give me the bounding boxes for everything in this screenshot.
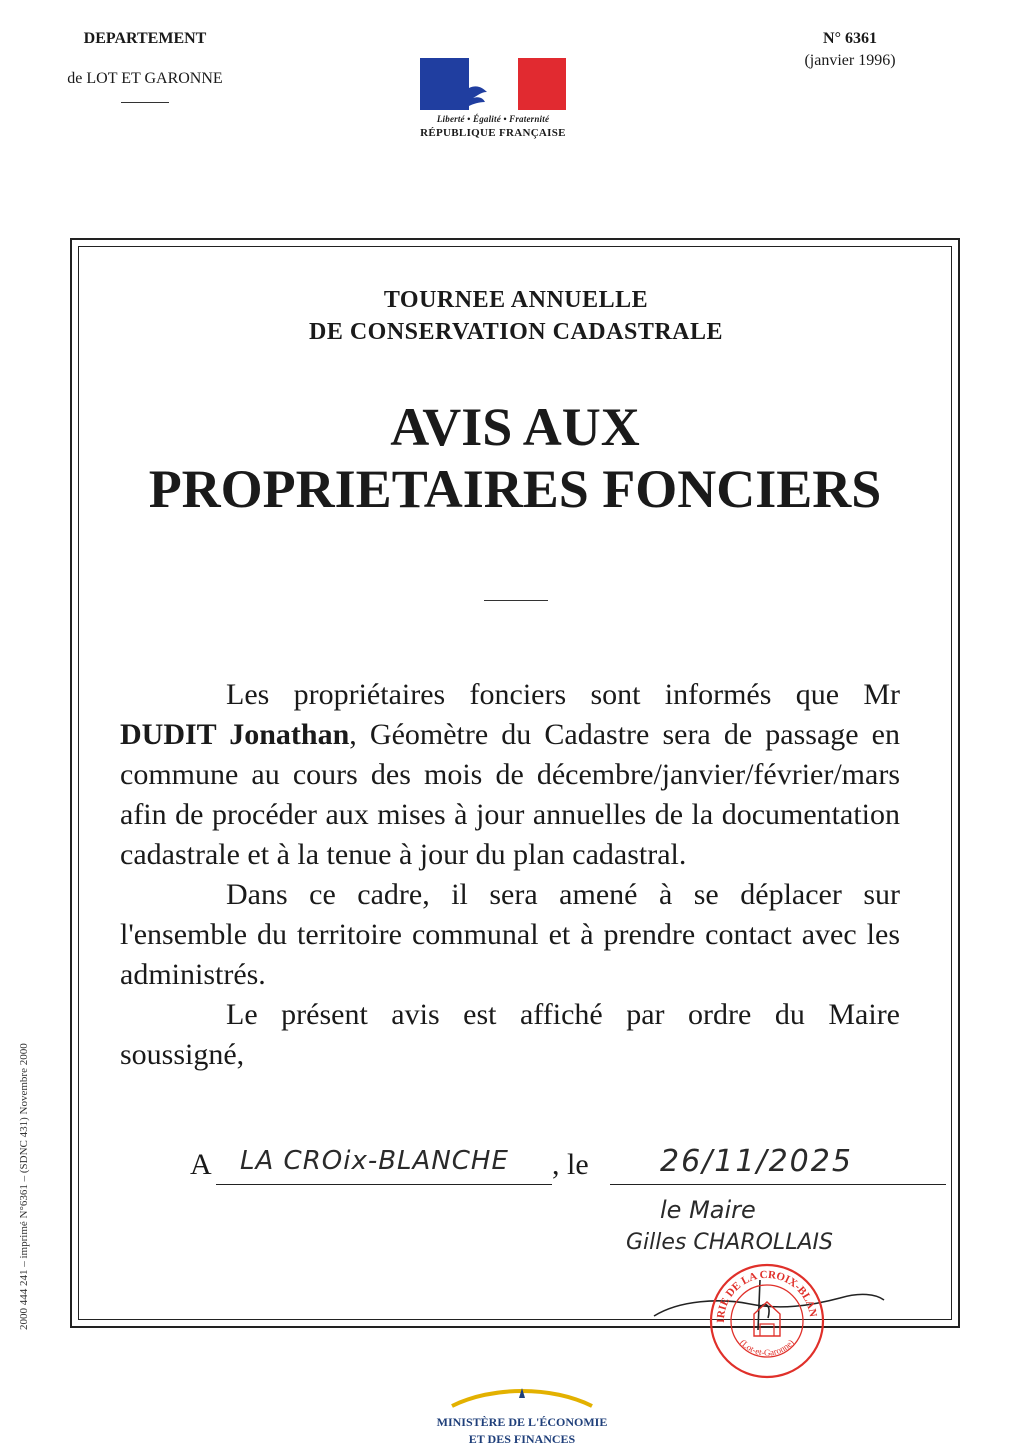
mairie-stamp — [708, 1262, 826, 1380]
title-line-1: AVIS AUX — [390, 397, 640, 457]
ministry-line-1: MINISTÈRE DE L'ÉCONOMIE — [436, 1415, 608, 1429]
mairie-seal-icon — [708, 1262, 826, 1380]
date-prefix: , le — [552, 1148, 589, 1181]
department-label: DEPARTEMENT — [83, 30, 207, 47]
place-underline — [216, 1184, 552, 1185]
mayor-role-handwritten: le Maire — [660, 1196, 756, 1224]
paragraph-2: Dans ce cadre, il sera amené à se déplacer sur l'ensemble du territoire communal et à prendre contact avec les administrés. — [120, 878, 900, 991]
mayor-name-handwritten: Gilles CHAROLLAIS — [626, 1230, 833, 1255]
notice-subtitle — [120, 284, 912, 348]
tricolor-flag-icon — [420, 58, 566, 110]
form-date: (janvier 1996) — [804, 52, 896, 69]
paragraph-3: Le présent avis est affiché par ordre du Maire soussigné, — [120, 998, 900, 1071]
surveyor-name: DUDIT Jonathan — [120, 718, 350, 751]
svg-text:(Lot-et-Garonne) — [738, 1337, 796, 1357]
date-handwritten: 26/11/2025 — [660, 1144, 853, 1179]
title-line-2: PROPRIETAIRES FONCIERS — [148, 459, 882, 519]
place-handwritten: LA CROix-BLANCHE — [240, 1146, 509, 1176]
notice-body — [120, 675, 900, 1075]
stamp-bottom-text: (Lot-et-Garonne) — [738, 1337, 796, 1358]
subtitle-line-2: DE CONSERVATION CADASTRALE — [308, 319, 723, 345]
place-date-line — [190, 1140, 950, 1186]
paragraph-1 — [120, 675, 900, 875]
republique-francaise-logo — [420, 58, 566, 139]
subtitle-line-1: TOURNEE ANNUELLE — [383, 287, 649, 313]
ministry-footer — [400, 1380, 644, 1447]
marianne-profile-icon — [469, 58, 518, 110]
ministry-arc-icon — [442, 1380, 602, 1408]
print-reference-note: 2000 444 241 – imprimé N°6361 – (SDNC 431) Novembre 2000 — [18, 1043, 30, 1330]
logo-motto: Liberté • Égalité • Fraternité — [436, 114, 550, 124]
paragraph-1-start: Les propriétaires fonciers sont informés que Mr — [226, 678, 900, 711]
form-number: N° 6361 — [823, 30, 877, 47]
place-prefix: A — [190, 1148, 212, 1181]
date-underline — [610, 1184, 946, 1185]
ministry-line-2: ET DES FINANCES — [468, 1432, 576, 1446]
department-rule — [121, 102, 169, 103]
stamp-ring-text: IRIE DE LA CROIX-BLAN — [714, 1268, 819, 1323]
form-number-block — [770, 30, 930, 70]
paragraph-1-end: , Géomètre du Cadastre sera de passage en commune au cours des mois de décembre/janvier/février/mars afin de procéder aux mises à jour annuelles de la documentation cadastrale et à la tenue à jour du plan cadastral. — [120, 718, 900, 871]
title-separator — [484, 600, 548, 601]
logo-republic: RÉPUBLIQUE FRANÇAISE — [420, 127, 566, 139]
department-name: de LOT ET GARONNE — [67, 70, 223, 87]
department-block — [40, 30, 250, 103]
notice-title — [80, 396, 950, 520]
